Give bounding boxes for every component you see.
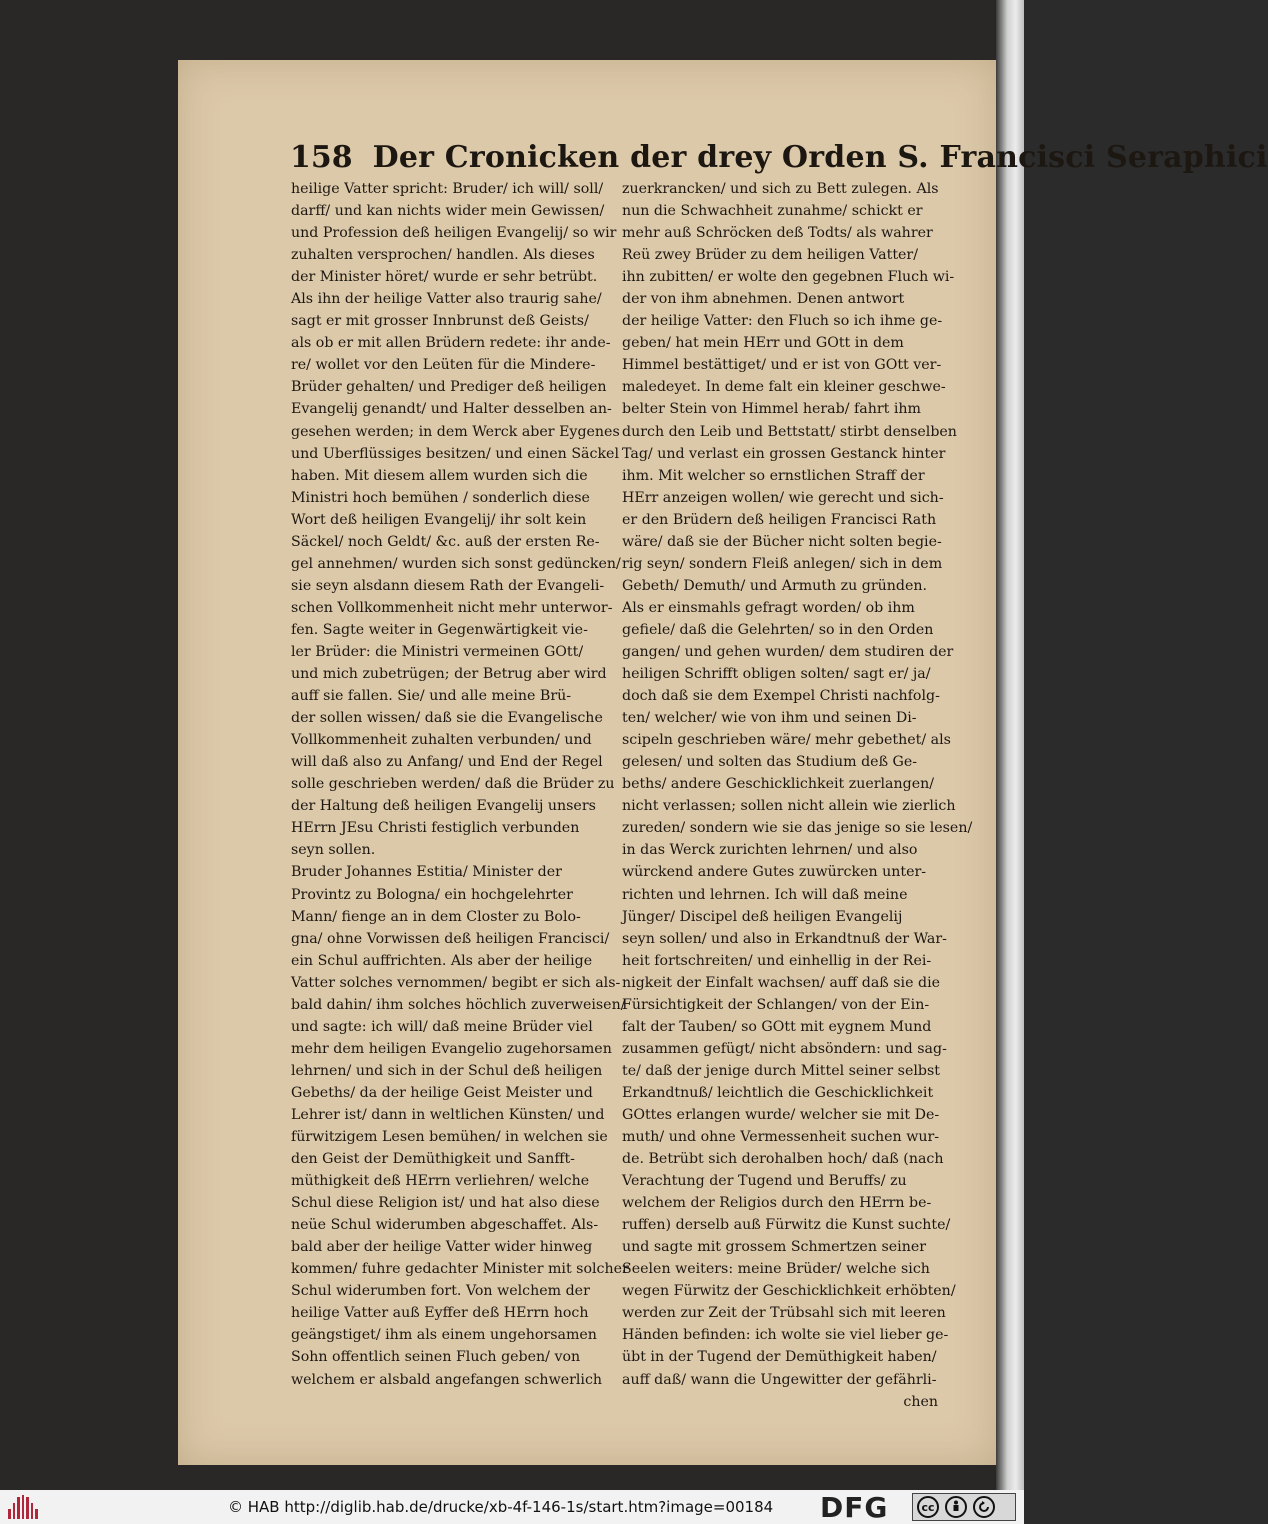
left-column-line: bald aber der heilige Vatter wider hinweg — [291, 1239, 593, 1256]
left-column-line: schen Vollkommenheit nicht mehr unterwor- — [291, 599, 613, 616]
left-column-line: als ob er mit allen Brüdern redete: ihr ande- — [291, 335, 611, 352]
right-column-line: Tag/ und verlast ein grossen Gestanck hinter — [622, 445, 946, 462]
right-column-line: durch den Leib und Bettstatt/ stirbt denselben — [622, 423, 957, 440]
page-header — [290, 140, 1268, 180]
right-column-line: scipeln geschrieben wäre/ mehr gebethet/ als — [622, 732, 951, 749]
right-column-line: Himmel bestättiget/ und er ist von GOtt ver- — [622, 357, 942, 374]
right-column-line: zusammen gefügt/ nicht absöndern: und sag- — [622, 1040, 947, 1057]
right-column-line: falt der Tauben/ so GOtt mit eygnem Mund — [622, 1018, 932, 1035]
cc-icon: cc — [917, 1496, 939, 1518]
right-column-line: Reü zwey Brüder zu dem heiligen Vatter/ — [622, 247, 918, 264]
right-column-line: belter Stein von Himmel herab/ fahrt ihm — [622, 401, 921, 418]
left-column-line: darff/ und kan nichts wider mein Gewissen/ — [291, 203, 605, 220]
left-column-line: und sagte: ich will/ daß meine Brüder viel — [291, 1018, 593, 1035]
sa-share-alike-icon — [973, 1496, 995, 1518]
right-column-line: beths/ andere Geschicklichkeit zuerlangen/ — [622, 776, 935, 793]
right-column-line: und sagte mit grossem Schmertzen seiner — [622, 1239, 927, 1256]
right-column-line: Fürsichtigkeit der Schlangen/ von der Ein- — [622, 996, 930, 1013]
left-column-line: Ministri hoch bemühen / sonderlich diese — [291, 489, 590, 506]
right-column-line: übt in der Tugend der Demüthigkeit haben/ — [622, 1349, 937, 1366]
left-column-line: welchem er alsbald angefangen schwerlich — [291, 1371, 603, 1388]
left-column-line: auff sie fallen. Sie/ und alle meine Brü- — [291, 688, 572, 705]
left-column-line: Sohn offentlich seinen Fluch geben/ von — [291, 1349, 581, 1366]
right-column-line: geben/ hat mein HErr und GOtt in dem — [622, 335, 904, 352]
left-column-line: kommen/ fuhre gedachter Minister mit solcher — [291, 1261, 629, 1278]
right-column-line: werden zur Zeit der Trübsahl sich mit leeren — [622, 1305, 946, 1322]
left-column-line: neüe Schul widerumben abgeschaffet. Als- — [291, 1217, 599, 1234]
left-column-line: Als ihn der heilige Vatter also traurig sahe/ — [291, 291, 602, 308]
left-column-line: Säckel/ noch Geldt/ &c. auß der ersten Re- — [291, 533, 600, 550]
left-column-line: Wort deß heiligen Evangelij/ ihr solt kein — [291, 511, 587, 528]
left-column-line: der Minister höret/ wurde er sehr betrübt. — [291, 269, 598, 286]
right-column-line: heiligen Schrifft obligen solten/ sagt er/ ja/ — [622, 666, 931, 683]
left-column-line: fürwitzigem Lesen bemühen/ in welchen sie — [291, 1129, 608, 1146]
right-column-line: zuerkrancken/ und sich zu Bett zulegen. Als — [622, 181, 939, 197]
right-column-line: gelesen/ und solten das Studium deß Ge- — [622, 754, 918, 771]
right-column-line: Erkandtnuß/ leichtlich die Geschicklichkeit — [622, 1084, 934, 1101]
page-number: 158 — [290, 140, 353, 175]
right-column-line: auff daß/ wann die Ungewitter der gefährli- — [622, 1371, 937, 1388]
left-text-column — [291, 178, 629, 1391]
left-column-line: gna/ ohne Vorwissen deß heiligen Francisci/ — [291, 930, 610, 947]
left-column-line: Evangelij genandt/ und Halter desselben an- — [291, 401, 612, 418]
left-column-line: gesehen werden; in dem Werck aber Eygenes — [291, 423, 620, 440]
right-column-line: zureden/ sondern wie sie das jenige so sie lesen/ — [622, 820, 973, 837]
left-column-line: Lehrer ist/ dann in weltlichen Künsten/ und — [291, 1106, 605, 1123]
left-column-line: seyn sollen. — [291, 842, 376, 859]
right-column-line: gangen/ und gehen wurden/ dem studiren der — [622, 643, 954, 660]
right-column-line: Jünger/ Discipel deß heiligen Evangelij — [622, 908, 903, 925]
left-column-line: Vatter solches vernommen/ begibt er sich als- — [291, 974, 621, 991]
left-column-line: Mann/ fienge an in dem Closter zu Bolo- — [291, 908, 581, 925]
right-column-line: HErr anzeigen wollen/ wie gerecht und sich- — [622, 489, 944, 506]
left-column-line: solle geschrieben werden/ daß die Brüder zu — [291, 776, 615, 793]
right-column-line: der von ihm abnehmen. Denen antwort — [622, 291, 905, 308]
right-column-line: ten/ welcher/ wie von ihm und seinen Di- — [622, 710, 917, 727]
left-column-line: Vollkommenheit zuhalten verbunden/ und — [291, 732, 592, 749]
right-column-line: würckend andere Gutes zuwürcken unter- — [622, 864, 927, 881]
book-edge — [996, 0, 1024, 1490]
left-column-line: und Uberflüssiges besitzen/ und einen Säckel — [291, 445, 619, 462]
left-column-line: zuhalten versprochen/ handlen. Als dieses — [291, 247, 595, 264]
hab-logo-icon[interactable] — [8, 1495, 38, 1519]
left-column-line: gel annehmen/ wurden sich sonst gedüncken/ — [291, 555, 621, 572]
right-column-line: doch daß sie dem Exempel Christi nachfolg- — [622, 688, 940, 705]
left-column-line: lehrnen/ und sich in der Schul deß heiligen — [291, 1062, 603, 1079]
left-column-line: den Geist der Demüthigkeit und Sanfft- — [291, 1151, 575, 1168]
dfg-logo[interactable]: DFG — [820, 1490, 889, 1524]
left-column-line: sagt er mit grosser Innbrunst deß Geists/ — [291, 313, 589, 330]
right-column-line: muth/ und ohne Vermessenheit suchen wur- — [622, 1129, 940, 1146]
left-column-line: heilige Vatter spricht: Bruder/ ich will/ soll/ — [291, 181, 604, 197]
left-column-line: müthigkeit deß HErrn verliehren/ welche — [291, 1173, 590, 1190]
cc-license-badge[interactable] — [912, 1493, 1016, 1521]
left-column-line: haben. Mit diesem allem wurden sich die — [291, 467, 588, 484]
left-column-line: und mich zubetrügen; der Betrug aber wird — [291, 666, 607, 683]
left-column-line: mehr dem heiligen Evangelio zugehorsamen — [291, 1040, 612, 1057]
left-column-line: der sollen wissen/ daß sie die Evangelische — [291, 710, 603, 727]
right-column-line: te/ daß der jenige durch Mittel seiner selbst — [622, 1062, 940, 1079]
right-column-line: er den Brüdern deß heiligen Francisci Rath — [622, 511, 937, 528]
right-column-line: wegen Fürwitz der Geschicklichkeit erhöbten/ — [622, 1283, 956, 1300]
left-column-line: will daß also zu Anfang/ und End der Regel — [291, 754, 603, 771]
left-column-line: Gebeths/ da der heilige Geist Meister und — [291, 1084, 593, 1101]
right-column-line: richten und lehrnen. Ich will daß meine — [622, 886, 908, 903]
right-column-line: heit fortschreiten/ und einhellig in der Rei- — [622, 952, 932, 969]
left-column-line: bald dahin/ ihm solches höchlich zuverweisen/ — [291, 996, 626, 1013]
right-column-line: mehr auß Schröcken deß Todts/ als wahrer — [622, 225, 933, 242]
left-column-line: und Profession deß heiligen Evangelij/ so wir — [291, 225, 617, 242]
right-column-line: in das Werck zurichten lehrnen/ und also — [622, 842, 918, 859]
right-text-column — [622, 178, 973, 1413]
right-column-line: de. Betrübt sich derohalben hoch/ daß (nach — [622, 1151, 944, 1168]
left-column-line: heilige Vatter auß Eyffer deß HErrn hoch — [291, 1305, 589, 1322]
by-attribution-icon — [945, 1496, 967, 1518]
left-column-line: HErrn JEsu Christi festiglich verbunden — [291, 820, 580, 837]
right-column-line: welchem der Religios durch den HErrn be- — [622, 1195, 932, 1212]
running-title: Der Cronicken der drey Orden S. Francisci Seraphici — [372, 140, 1268, 175]
left-column-line: geängstiget/ ihm als einem ungehorsamen — [291, 1327, 597, 1344]
right-column-line: seyn sollen/ und also in Erkandtnuß der War- — [622, 930, 947, 947]
right-column-line: maledeyet. In deme falt ein kleiner geschwe- — [622, 379, 946, 396]
left-column-line: sie seyn alsdann diesem Rath der Evangeli- — [291, 577, 605, 594]
right-column-line: Verachtung der Tugend und Beruffs/ zu — [622, 1173, 907, 1190]
left-column-line: Schul widerumben fort. Von welchem der — [291, 1283, 590, 1300]
right-column-line: ruffen) derselb auß Fürwitz die Kunst suchte/ — [622, 1217, 951, 1234]
right-column-line: Gebeth/ Demuth/ und Armuth zu gründen. — [622, 577, 928, 594]
right-column-line: Als er einsmahls gefragt worden/ ob ihm — [622, 599, 915, 616]
right-column-line: ihm. Mit welcher so ernstlichen Straff der — [622, 467, 925, 484]
right-column-line: wäre/ daß sie der Bücher nicht solten begie- — [622, 533, 942, 550]
right-column-line: Händen befinden: ich wolte sie viel lieber ge- — [622, 1327, 949, 1344]
right-column-line: Seelen weiters: meine Brüder/ welche sich — [622, 1261, 930, 1278]
left-column-line: Schul diese Religion ist/ und hat also diese — [291, 1195, 600, 1212]
right-column-line: nicht verlassen; sollen nicht allein wie zierlich — [622, 798, 956, 815]
right-column-line: der heilige Vatter: den Fluch so ich ihme ge- — [622, 313, 943, 330]
left-column-line: ein Schul auffrichten. Als aber der heilige — [291, 952, 593, 969]
right-column-line: nun die Schwachheit zunahme/ schickt er — [622, 203, 923, 220]
left-column-line: fen. Sagte weiter in Gegenwärtigkeit vie- — [291, 621, 588, 638]
left-column-line: Bruder Johannes Estitia/ Minister der — [291, 864, 562, 881]
left-column-line: ler Brüder: die Ministri vermeinen GOtt/ — [291, 643, 584, 660]
catchword: chen — [903, 1393, 938, 1410]
right-column-line: nigkeit der Einfalt wachsen/ auff daß sie die — [622, 974, 940, 991]
left-column-line: Brüder gehalten/ und Prediger deß heiligen — [291, 379, 607, 396]
left-column-line: Provintz zu Bologna/ ein hochgelehrter — [291, 886, 573, 903]
right-column-line: gefiele/ daß die Gelehrten/ so in den Orden — [622, 621, 934, 638]
right-column-line: rig seyn/ sondern Fleiß anlegen/ sich in dem — [622, 555, 943, 572]
copyright-link[interactable]: © HAB http://diglib.hab.de/drucke/xb-4f-146-1s/start.htm?image=00184 — [228, 1498, 774, 1516]
left-column-line: der Haltung deß heiligen Evangelij unsers — [291, 798, 596, 815]
left-column-line: re/ wollet vor den Leüten für die Mindere- — [291, 357, 596, 374]
right-column-line: GOttes erlangen wurde/ welcher sie mit De- — [622, 1106, 940, 1123]
right-column-line: ihn zubitten/ er wolte den gegebnen Fluch wi- — [622, 269, 955, 286]
